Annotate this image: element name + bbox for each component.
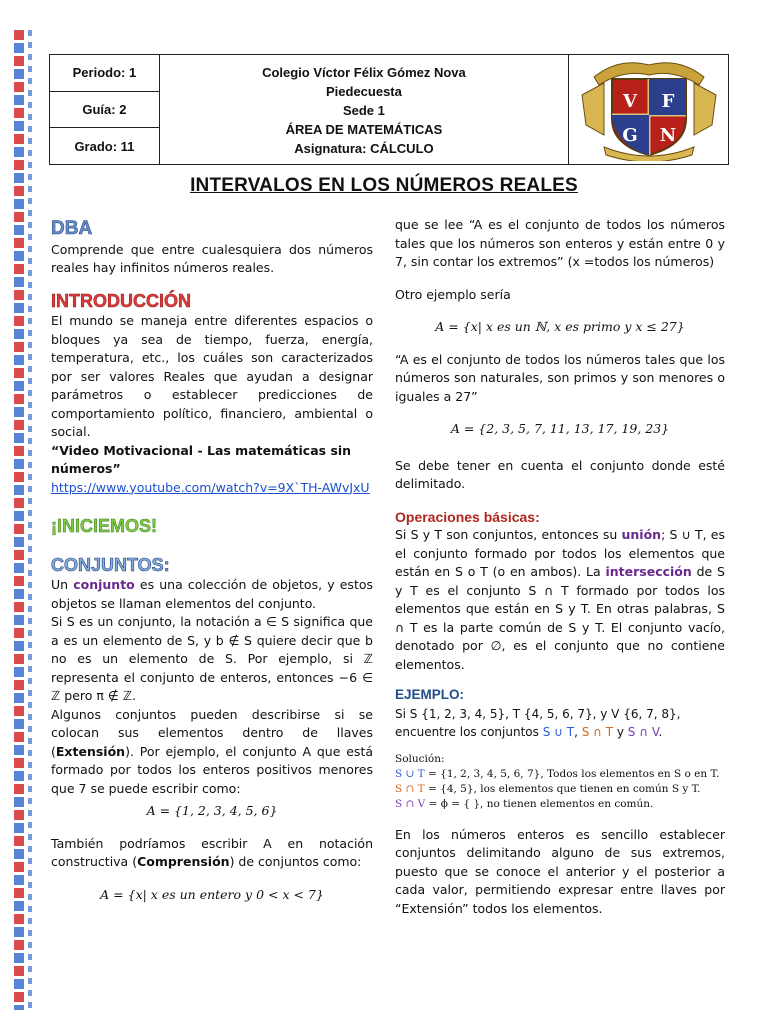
set-intersection-st: S ∩ T xyxy=(581,725,614,739)
another-example: Otro ejemplo sería xyxy=(395,286,511,302)
left-column xyxy=(51,216,373,908)
text-fragment: Un xyxy=(51,577,74,592)
solution-line-1 xyxy=(395,767,725,782)
crest-letter-n: N xyxy=(659,125,676,146)
right-column xyxy=(395,216,725,918)
text-fragment: = ϕ = { }, no tienen elementos en común. xyxy=(425,797,654,810)
page-title: INTERVALOS EN LOS NÚMEROS REALES xyxy=(190,175,578,196)
equation-comprension: A = {x| x es un entero y 0 < x < 7} xyxy=(100,886,324,902)
text-fragment: Algunos conjuntos pueden describirse si se colocan sus elementos dentro de llaves ( xyxy=(51,706,373,759)
school-area: ÁREA DE MATEMÁTICAS xyxy=(285,122,443,137)
comprension-description xyxy=(51,835,373,872)
text-fragment: , xyxy=(574,725,582,739)
operations-heading: Operaciones básicas: xyxy=(395,508,540,525)
text-fragment: ) de conjuntos como: xyxy=(229,854,362,869)
crest-letter-g: G xyxy=(621,125,638,146)
conjunto-definition xyxy=(51,576,373,613)
example-heading: EJEMPLO: xyxy=(395,687,465,702)
equation-primes-list: A = {2, 3, 5, 7, 11, 13, 17, 19, 23} xyxy=(450,421,670,436)
text-fragment: y xyxy=(613,725,628,739)
term-extension: Extensión xyxy=(55,743,126,759)
school-info xyxy=(159,55,568,165)
text-fragment: También podríamos escribir A en notación constructiva ( xyxy=(51,835,373,869)
term-conjunto: conjunto xyxy=(73,577,135,592)
text-fragment: = {4, 5}, los elementos que tienen en común S y T. xyxy=(424,782,701,795)
school-subject: Asignatura: CÁLCULO xyxy=(294,141,434,156)
term-interseccion: intersección xyxy=(605,564,692,579)
equation-extension: A = {1, 2, 3, 4, 5, 6} xyxy=(146,803,278,818)
text-fragment: . xyxy=(658,725,663,739)
text-fragment: Si S y T son conjuntos, entonces su xyxy=(395,527,622,542)
grado-cell: Grado: 11 xyxy=(50,128,160,165)
crest-letter-v: V xyxy=(622,91,637,112)
periodo-cell: Periodo: 1 xyxy=(50,55,160,92)
conjuntos-heading: CONJUNTOS: xyxy=(51,554,170,575)
operations-text xyxy=(395,526,725,674)
video-link[interactable]: https://www.youtube.com/watch?v=9X`TH-AWvJxU xyxy=(51,479,370,495)
solution-line-2 xyxy=(395,782,725,797)
school-city: Piedecuesta xyxy=(325,84,402,99)
text-fragment: ). Por ejemplo, el conjunto A que está formado por todos los enteros positivos menores que 7 se puede escribir como: xyxy=(51,743,373,796)
reading-explanation: que se lee “A es el conjunto de todos los números tales que los números son enteros y están entre 0 y 7, sin contar los extremos” (x =todos los números) xyxy=(395,217,725,269)
membership-notation: Si S es un conjunto, la notación a ∈ S significa que a es un elemento de S, y b ∉ S quiere decir que b no es un elemento de S. Por ejemplo, si ℤ representa el conjunto de enteros, entonces −6 ∈ ℤ pero π ∉ ℤ. xyxy=(51,614,373,703)
text-fragment: ; S ∪ T, es el conjunto formado por todos los elementos que están en S o T (o en ambos). La xyxy=(395,527,725,579)
crest-cell xyxy=(569,55,729,165)
set-intersection-sv: S ∩ V xyxy=(627,725,659,739)
dba-heading: DBA xyxy=(51,218,93,239)
text-fragment: S ∩ T xyxy=(395,782,425,795)
example-text xyxy=(395,705,725,742)
term-union: unión xyxy=(621,527,662,542)
extension-description xyxy=(51,706,373,799)
integers-paragraph: En los números enteros es sencillo establecer conjuntos delimitando alguno de sus extremos, puesto que se conoce el anterior y el posterior a cada valor, permitiendo expresar entre llaves por “Extensión” todos los elementos. xyxy=(395,826,725,916)
document-header xyxy=(49,54,729,165)
intro-heading: INTRODUCCIÓN xyxy=(51,290,191,311)
crest-letter-f: F xyxy=(661,91,674,112)
solution-heading: Solución: xyxy=(395,752,445,765)
text-fragment: = {1, 2, 3, 4, 5, 6, 7}, Todos los elementos en S o en T. xyxy=(424,767,720,780)
text-fragment: Si S {1, 2, 3, 4, 5}, T {4, 5, 6, 7}, y V {6, 7, 8}, encuentre los conjuntos xyxy=(395,706,681,739)
intro-text: El mundo se maneja entre diferentes espacios o bloques ya sea de tiempo, fuerza, energía, temperatura, etc., los cuáles son caracterizados por ser valores Reales que ayudan a designar parámetros o establecer predicciones de comportamiento político, financiero, ambiental o social. xyxy=(51,313,373,439)
text-fragment: S ∩ V xyxy=(395,797,426,810)
iniciemos-heading: ¡INICIEMOS! xyxy=(51,516,157,536)
dba-text: Comprende que entre cualesquiera dos números reales hay infinitos números reales. xyxy=(51,241,373,275)
set-union: S ∪ T xyxy=(542,725,575,739)
guia-cell: Guía: 2 xyxy=(50,91,160,128)
video-title: “Video Motivacional - Las matemáticas sin números” xyxy=(51,442,352,476)
term-comprension: Comprensión xyxy=(137,854,230,869)
school-sede: Sede 1 xyxy=(342,103,385,118)
text-fragment: S ∪ T xyxy=(395,767,425,780)
solution-block xyxy=(395,752,725,812)
delimitation-note: Se debe tener en cuenta el conjunto donde esté delimitado. xyxy=(395,457,725,491)
text-fragment: de S y T es el conjunto S ∩ T formado por todos los elementos que están en S y T. En otras palabras, S ∩ T es la parte común de S y T. El conjunto vacío, denotado por ∅, es el conjunto que no contiene elementos. xyxy=(395,564,725,672)
text-fragment: es una colección de objetos, y estos objetos se llaman elementos del conjunto. xyxy=(51,577,374,611)
equation-primes-set: A = {x| x es un ℕ, x es primo y x ≤ 27} xyxy=(435,319,685,334)
primes-explanation: “A es el conjunto de todos los números tales que los números son naturales, son primos y son menores o iguales a 27” xyxy=(395,351,725,404)
school-crest-icon xyxy=(574,55,724,161)
school-name: Colegio Víctor Félix Gómez Nova xyxy=(262,65,466,80)
solution-line-3 xyxy=(395,797,725,812)
